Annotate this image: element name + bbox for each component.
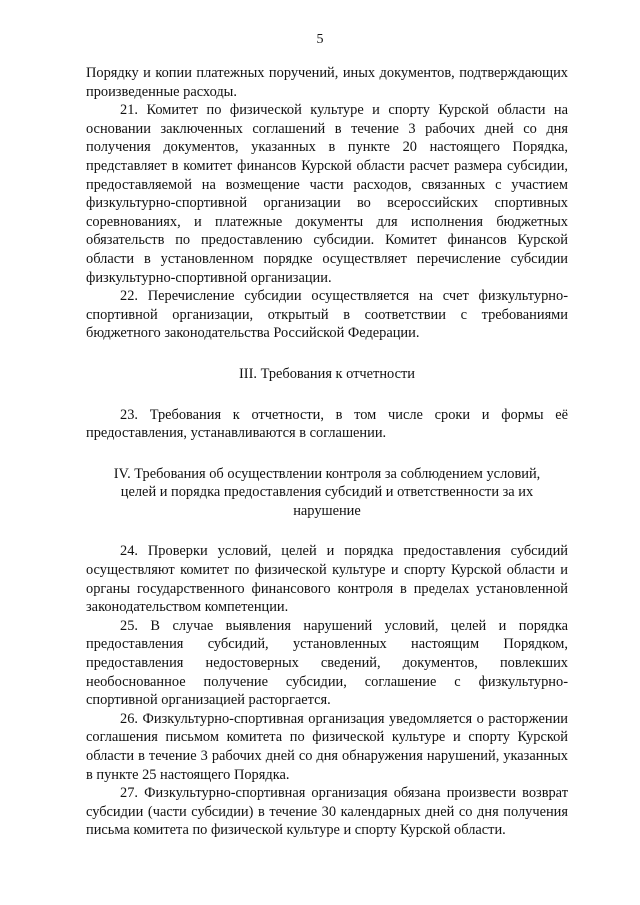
spacer (86, 343, 568, 365)
paragraph-23: 23. Требования к отчетности, в том числе сроки и формы её предоставления, устанавливаются в соглашении. (86, 406, 568, 442)
paragraph-continuation: Порядку и копии платежных поручений, иных документов, подтверждающих произведенные расходы. (86, 65, 568, 100)
document-body (86, 64, 568, 840)
spacer (86, 384, 568, 406)
spacer (86, 443, 568, 465)
paragraph-21: 21. Комитет по физической культуре и спорту Курской области на основании заключенных соглашений в течение 3 рабочих дней со дня получения документов, указанных в пункте 20 настоящего Порядка, представляет в комитет финансов Курской области расчет размера субсидии, предоставляемой на возмещение части расходов, связанных с участием физкультурно-спортивной организации во всероссийских спортивных соревнованиях, и платежные документы для исполнения бюджетных обязательств по предоставлению субсидии. Комитет финансов Курской области в установленном порядке осуществляет перечисление субсидии физкультурно-спортивной организации. (86, 102, 568, 286)
spacer (86, 520, 568, 542)
section-heading-4: IV. Требования об осуществлении контроля за соблюдением условий, целей и порядка предоставления субсидий и ответственности за их нарушение (113, 465, 541, 519)
section-heading-3: III. Требования к отчетности (239, 365, 415, 382)
paragraph-25: 25. В случае выявления нарушений условий, целей и порядка предоставления субсидий, установленных настоящим Порядком, предоставления недостоверных сведений, документов, повлекших необоснованное получение субсидии, соглашение с физкультурно-спортивной организацией расторгается. (86, 617, 568, 709)
paragraph-24: 24. Проверки условий, целей и порядка предоставления субсидий осуществляют комитет по физической культуре и спорту Курской области и органы государственного финансового контроля в пределах установленной законодательством компетенции. (86, 543, 568, 616)
paragraph-27: 27. Физкультурно-спортивная организация обязана произвести возврат субсидии (части субсидии) в течение 30 календарных дней со дня получения письма комитета по физической культуре и спорту Курской области. (86, 785, 568, 839)
page-number: 5 (316, 32, 324, 47)
paragraph-26: 26. Физкультурно-спортивная организация уведомляется о расторжении соглашения письмом комитета по физической культуре и спорту Курской области в течение 3 рабочих дней со дня обнаружения нарушений, указанных в пункте 25 настоящего Порядка. (86, 710, 568, 783)
paragraph-22: 22. Перечисление субсидии осуществляется на счет физкультурно-спортивной организации, открытый в соответствии с требованиями бюджетного законодательства Российской Федерации. (86, 288, 568, 342)
